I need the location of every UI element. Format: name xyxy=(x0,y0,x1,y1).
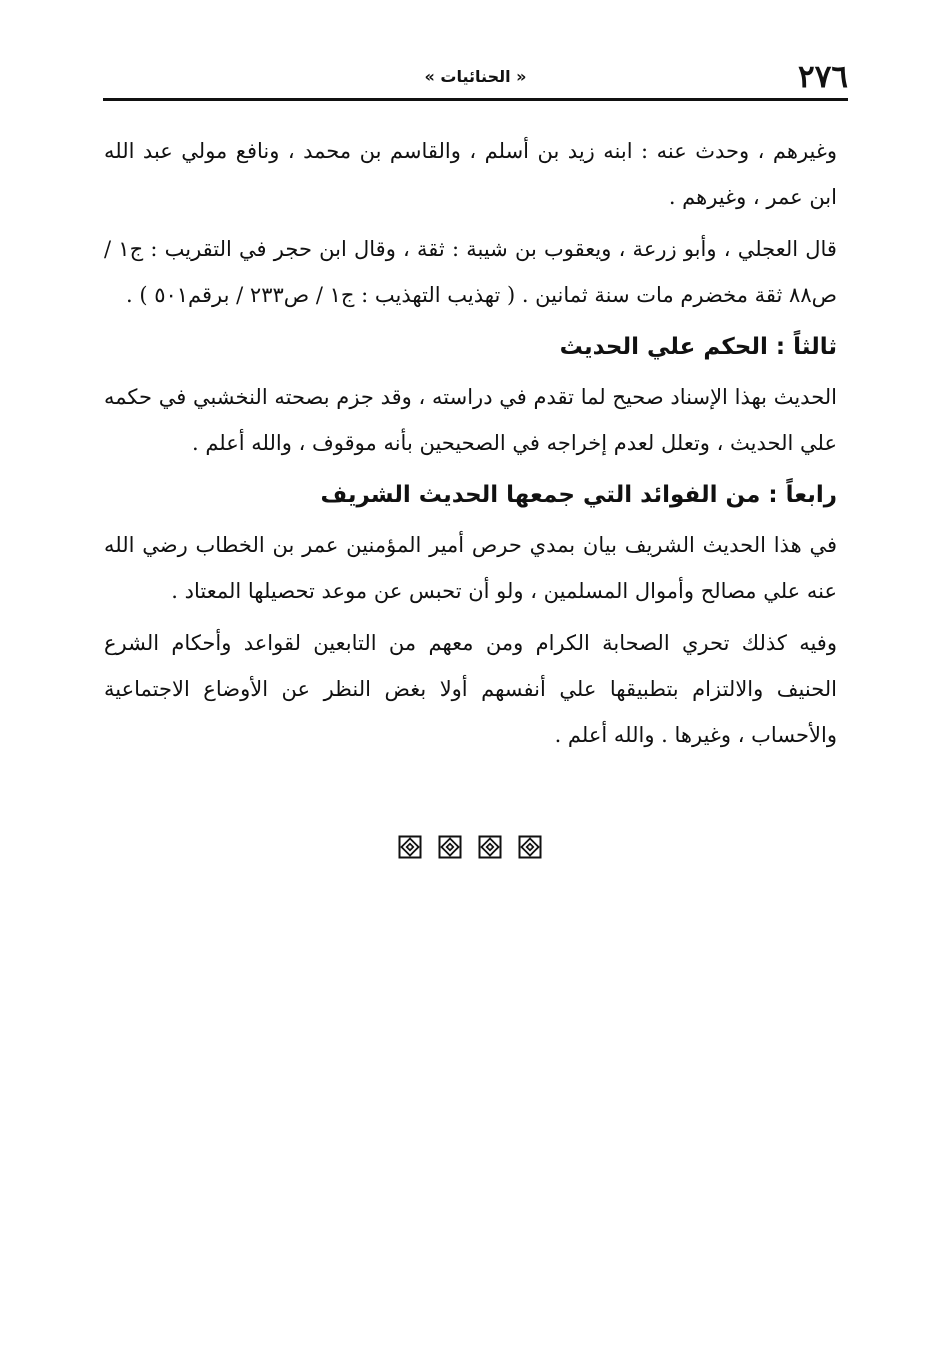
ornament-icon xyxy=(398,835,422,859)
page-number: ٢٧٦ xyxy=(798,59,848,95)
paragraph-benefit-1: في هذا الحديث الشريف بيان بمدي حرص أمير المؤمنين عمر بن الخطاب رضي الله عنه علي مصالح وأموال المسلمين ، ولو أن تحبس عن موعد تحصيلها المعتاد . xyxy=(104,533,837,603)
running-title: « الحنائيات » xyxy=(424,67,527,86)
ornament-icon xyxy=(478,835,502,859)
section-heading-benefits: رابعاً : من الفوائد التي جمعها الحديث الشريف xyxy=(320,482,837,508)
ornament-icon xyxy=(438,835,462,859)
paragraph-grading: قال العجلي ، وأبو زرعة ، ويعقوب بن شيبة : ثقة ، وقال ابن حجر في التقريب : ج١ / ص٨٨ ثقة مخضرم مات سنة ثمانين . ( تهذيب التهذيب : ج١ / ص٢٣٣ / برقم٥٠١ ) . xyxy=(104,237,837,307)
ornament-icon xyxy=(518,835,542,859)
section-heading-ruling: ثالثاً : الحكم علي الحديث xyxy=(559,334,837,360)
paragraph-narrators: وغيرهم ، وحدث عنه : ابنه زيد بن أسلم ، والقاسم بن محمد ، ونافع مولي عبد الله ابن عمر ، وغيرهم . xyxy=(104,139,837,209)
page-header xyxy=(103,56,848,100)
paragraph-ruling: الحديث بهذا الإسناد صحيح لما تقدم في دراسته ، وقد جزم بصحته النخشبي في حكمه علي الحديث ، وتعلل لعدم إخراجه في الصحيحين بأنه موقوف ، والله أعلم . xyxy=(104,385,837,455)
paragraph-benefit-2: وفيه كذلك تحري الصحابة الكرام ومن معهم من التابعين لقواعد وأحكام الشرع الحنيف والالتزام بتطبيقها علي أنفسهم أولا بغض النظر عن الأوضاع الاجتماعية والأحساب ، وغيرها . والله أعلم . xyxy=(104,631,837,747)
header-rule xyxy=(103,98,848,101)
page-body xyxy=(104,128,837,764)
ornament-divider xyxy=(0,835,939,859)
